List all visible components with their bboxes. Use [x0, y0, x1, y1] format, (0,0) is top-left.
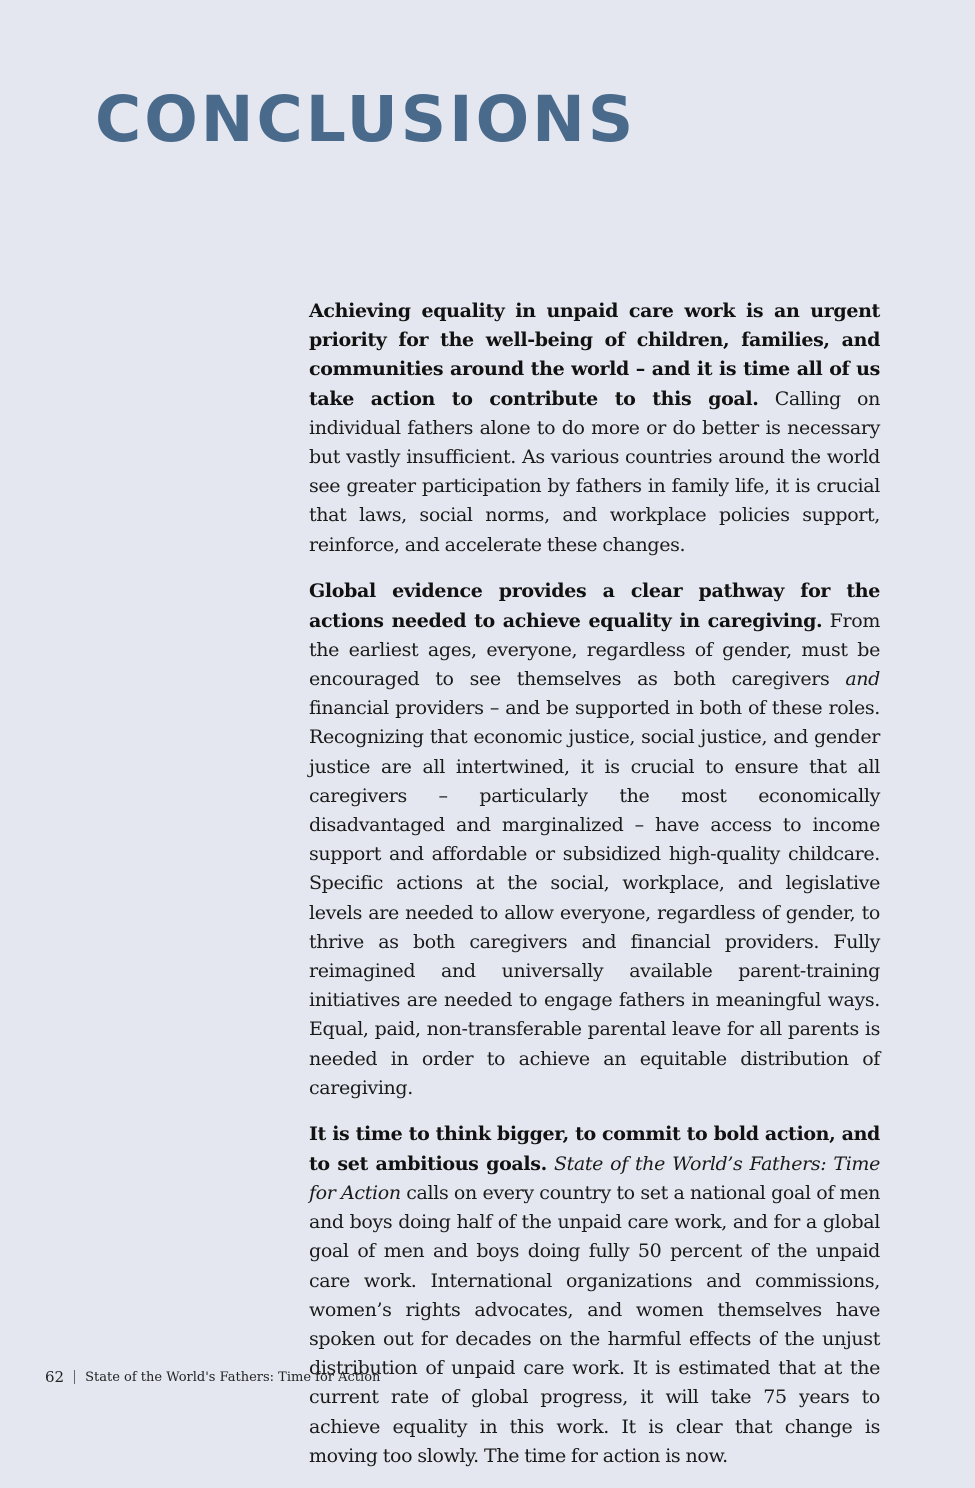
page-number: 62 [45, 1368, 65, 1386]
page-title: CONCLUSIONS [95, 83, 637, 156]
footer-divider [74, 1370, 75, 1384]
page-footer [45, 1368, 380, 1386]
paragraph-3-text-b: calls on every country to set a national goal of men and boys doing half of the unpaid care work, and for a global goal of men and boys doing fully 50 percent of the unpaid care work. International organizations and commissions, women’s rights advocates, and women themselves have spoken out for decades on the harmful effects of the unjust distribution of unpaid care work. It is estimated that at the current rate of global progress, it will take 75 years to achieve equality in this work. It is clear that change is moving too slowly. The time for action is now. [309, 1181, 880, 1467]
paragraph-3-text-a [547, 1153, 554, 1175]
paragraph-2-italic: and [845, 667, 880, 690]
paragraph-2-text-a: From the earliest ages, everyone, regardless of gender, must be encouraged to see themselves as both caregivers [309, 609, 880, 690]
paragraph-1-lead: Achieving equality in unpaid care work is an urgent priority for the well-being of children, families, and communities around the world – and it is time all of us take action to contribute to this goal. [309, 300, 880, 410]
paragraph-3-italic: State of the World’s Fathers: Time for Action [309, 1152, 880, 1204]
body-text [309, 297, 880, 1488]
paragraph-1-text: Calling on individual fathers alone to do more or do better is necessary but vastly insufficient. As various countries around the world see greater participation by fathers in family life, it is crucial that laws, social norms, and workplace policies support, reinforce, and accelerate these changes. [309, 387, 880, 556]
paragraph-3-lead: It is time to think bigger, to commit to bold action, and to set ambitious goals. [309, 1123, 880, 1175]
paragraph-3 [309, 1120, 880, 1470]
paragraph-2-text-b: financial providers – and be supported in both of these roles. Recognizing that economic justice, social justice, and gender justice are all intertwined, it is crucial to ensure that all caregivers – particularly the most economically disadvantaged and marginalized – have access to income support and affordable or subsidized high-quality childcare. Specific actions at the social, workplace, and legislative levels are needed to allow everyone, regardless of gender, to thrive as both caregivers and financial providers. Fully reimagined and universally available parent-training initiatives are needed to engage fathers in meaningful ways. Equal, paid, non-transferable parental leave for all parents is needed in order to achieve an equitable distribution of caregiving. [309, 697, 880, 1099]
paragraph-2-lead: Global evidence provides a clear pathway for the actions needed to achieve equality in caregiving. [309, 580, 880, 632]
publication-title: State of the World's Fathers: Time for Action [85, 1369, 381, 1385]
paragraph-2 [309, 577, 880, 1103]
paragraph-1 [309, 297, 880, 560]
